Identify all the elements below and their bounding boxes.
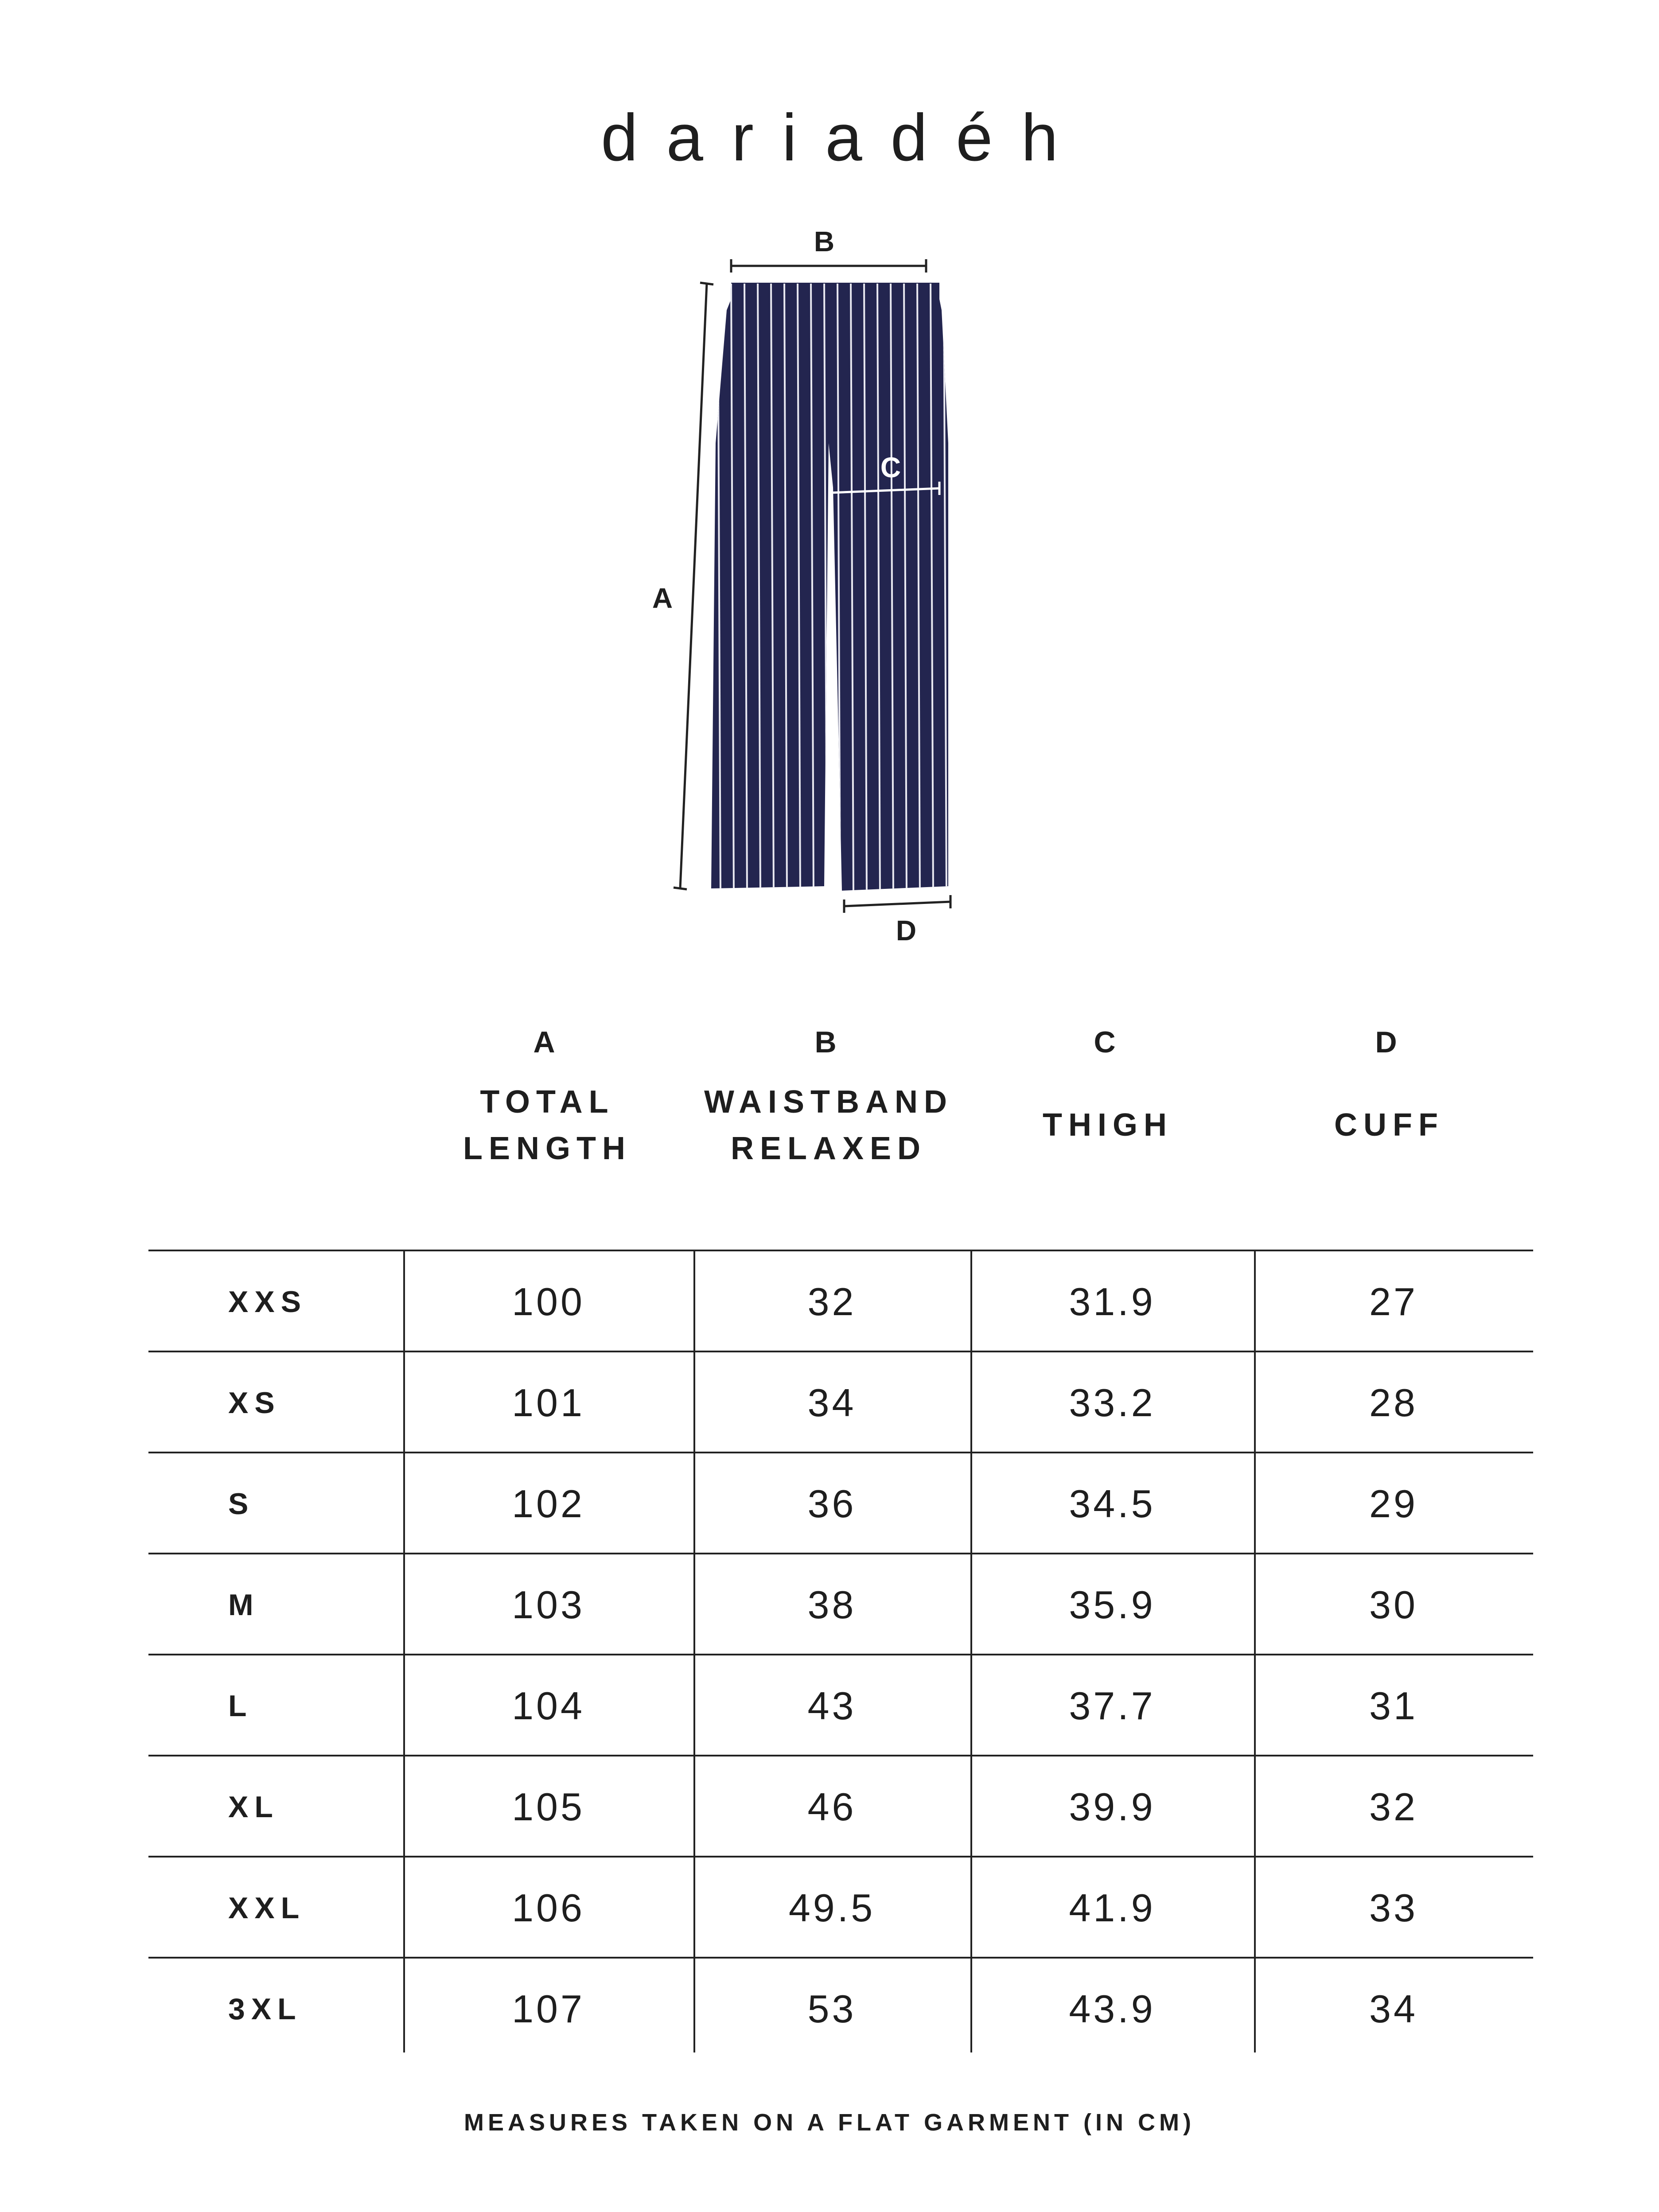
measurement-cell: 43.9 — [1069, 1987, 1156, 2031]
measurement-cell: 37.7 — [1069, 1684, 1156, 1728]
measurement-cell: 102 — [512, 1482, 585, 1526]
table-row — [148, 1756, 1533, 1858]
header-letter: A — [533, 1025, 561, 1059]
measurement-cell: 28 — [1369, 1381, 1418, 1425]
header-line2: THIGH — [1043, 1107, 1173, 1143]
measurement-cell: 46 — [807, 1785, 857, 1829]
measurement-cell: 34.5 — [1069, 1482, 1156, 1526]
size-table — [148, 1250, 1533, 2056]
measure-tick-a-top — [700, 283, 713, 284]
diagram-label-b: B — [814, 226, 835, 257]
header-letter: D — [1375, 1025, 1403, 1059]
table-row — [148, 1959, 1533, 2060]
measurement-cell: 41.9 — [1069, 1886, 1156, 1930]
header-line2: CUFF — [1334, 1107, 1444, 1143]
measurement-cell: 35.9 — [1069, 1583, 1156, 1627]
diagram-label-a: A — [652, 582, 673, 614]
brand-logo: dariadéh — [601, 100, 1087, 175]
measurement-cell: 53 — [807, 1987, 857, 2031]
measurement-cell: 107 — [512, 1987, 585, 2031]
diagram-label-d: D — [896, 915, 917, 946]
measurement-cell: 29 — [1369, 1482, 1418, 1526]
measurement-cell: 31 — [1369, 1684, 1418, 1728]
waistband-shape — [731, 283, 939, 300]
measurement-cell: 32 — [807, 1280, 857, 1324]
table-row — [148, 1655, 1533, 1756]
diagram-label-c: C — [880, 452, 901, 483]
measurement-cell: 31.9 — [1069, 1280, 1156, 1324]
measurement-cell: 30 — [1369, 1583, 1418, 1627]
size-label: XXL — [228, 1891, 306, 1925]
footnote: MEASURES TAKEN ON A FLAT GARMENT (IN CM) — [464, 2109, 1195, 2136]
size-label: L — [228, 1689, 253, 1723]
header-letter: B — [814, 1025, 843, 1059]
size-label: XS — [228, 1386, 281, 1420]
measurement-cell: 36 — [807, 1482, 857, 1526]
header-cuff — [1247, 1019, 1531, 1149]
measurement-cell: 34 — [1369, 1987, 1418, 2031]
measurement-cell: 104 — [512, 1684, 585, 1728]
header-line1: WAISTBAND — [704, 1084, 953, 1120]
header-line2: RELAXED — [730, 1131, 927, 1166]
header-line2: LENGTH — [463, 1131, 631, 1166]
measurement-cell: 27 — [1369, 1280, 1418, 1324]
garment-diagram — [0, 0, 1659, 997]
size-label: XXS — [228, 1285, 308, 1319]
measurement-cell: 33 — [1369, 1886, 1418, 1930]
table-row — [148, 1554, 1533, 1655]
header-line1 — [966, 1079, 1250, 1102]
measure-line-d — [844, 902, 950, 906]
table-row — [148, 1453, 1533, 1554]
header-line1 — [1247, 1079, 1531, 1102]
measurement-cell: 101 — [512, 1381, 585, 1425]
measurement-cell: 106 — [512, 1886, 585, 1930]
measurement-cell: 33.2 — [1069, 1381, 1156, 1425]
measurement-cell: 105 — [512, 1785, 585, 1829]
size-label: M — [228, 1588, 260, 1622]
header-thigh — [966, 1019, 1250, 1149]
size-label: 3XL — [228, 1992, 302, 2026]
size-label: S — [228, 1487, 255, 1521]
table-row — [148, 1251, 1533, 1352]
header-letter: C — [1094, 1025, 1122, 1059]
header-waistband-relaxed — [687, 1019, 970, 1172]
measurement-cell: 39.9 — [1069, 1785, 1156, 1829]
measure-tick-a-bottom — [674, 888, 687, 889]
measurement-cell: 100 — [512, 1280, 585, 1324]
measurement-cell: 32 — [1369, 1785, 1418, 1829]
size-label: XL — [228, 1790, 279, 1824]
measurement-cell: 49.5 — [788, 1886, 876, 1930]
pants-illustration — [0, 0, 1659, 997]
measurement-cell: 103 — [512, 1583, 585, 1627]
measurement-cell: 34 — [807, 1381, 857, 1425]
measurement-cell: 38 — [807, 1583, 857, 1627]
header-total-length — [405, 1019, 689, 1172]
measurement-cell: 43 — [807, 1684, 857, 1728]
table-row — [148, 1858, 1533, 1959]
table-row — [148, 1352, 1533, 1453]
header-line1: TOTAL — [480, 1084, 615, 1120]
